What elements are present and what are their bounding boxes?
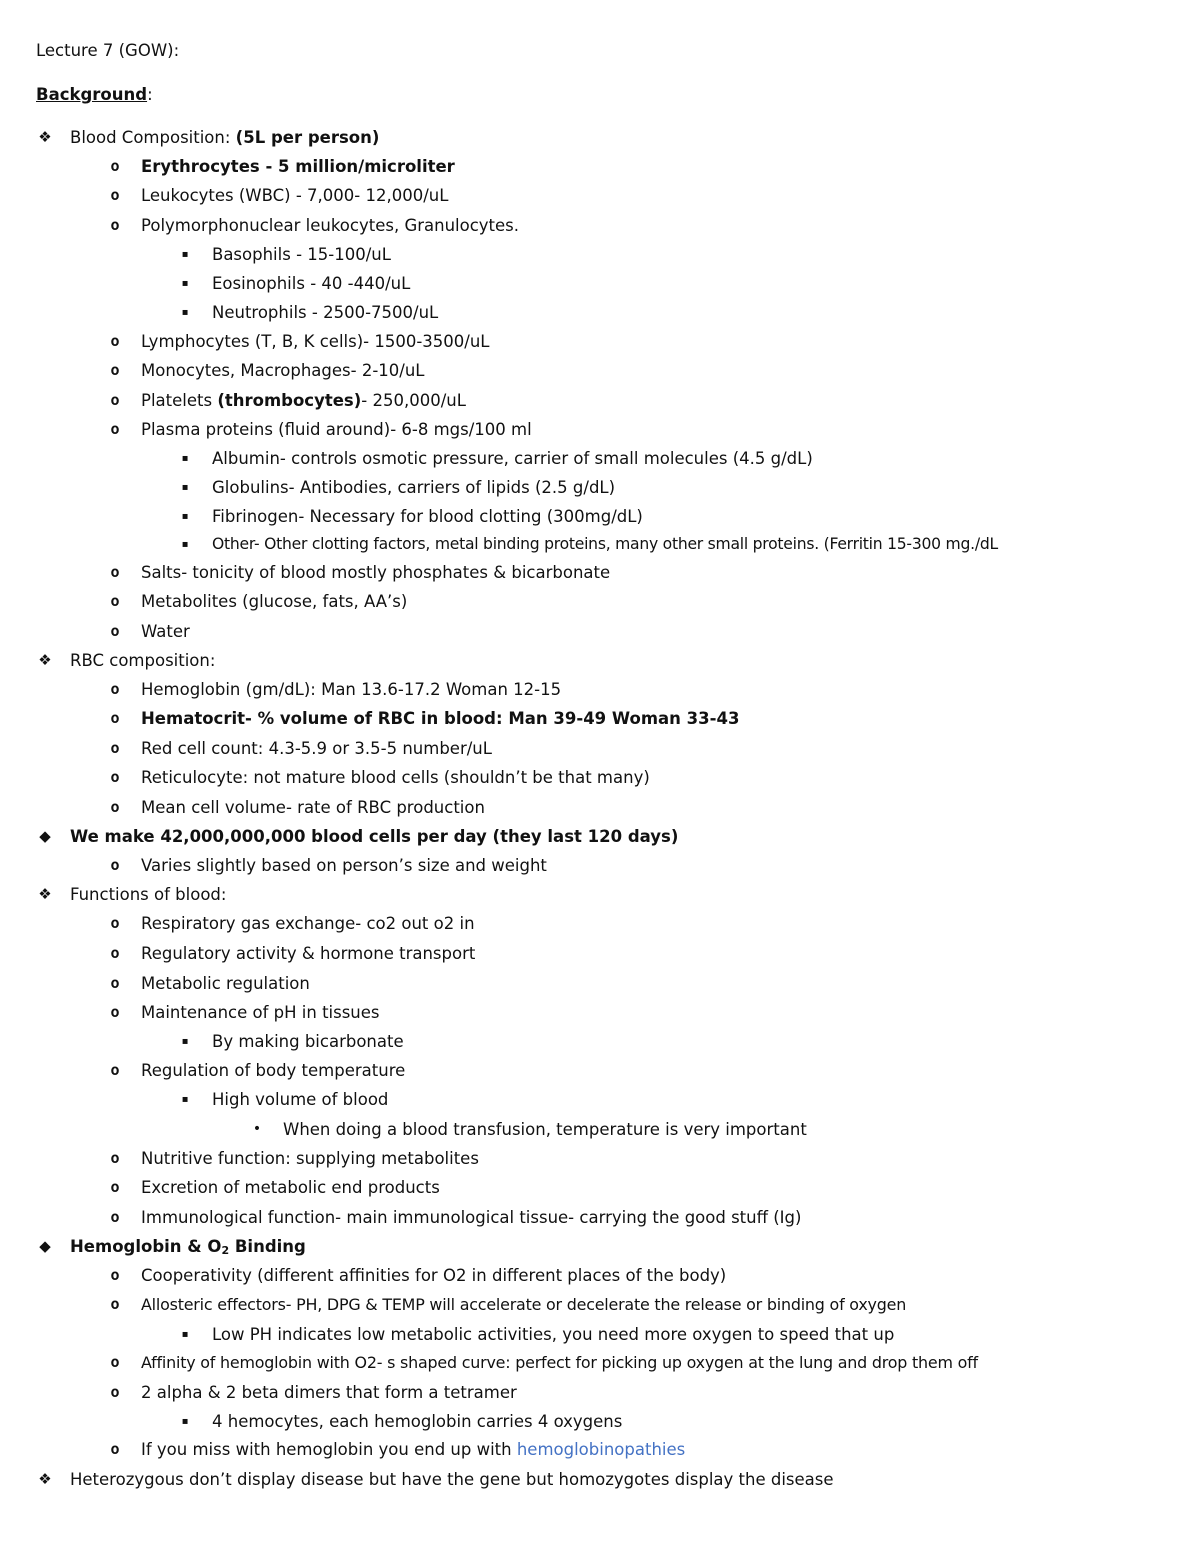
- list-item: o Nutritive function: supplying metabolites: [0, 1144, 1200, 1173]
- list-item: o Leukocytes (WBC) - 7,000- 12,000/uL: [0, 181, 1200, 210]
- hemoglobinopathies-link[interactable]: hemoglobinopathies: [516, 1440, 686, 1459]
- list-item: o Salts- tonicity of blood mostly phosphates & bicarbonate: [0, 558, 1200, 587]
- circle-bullet-icon: o: [110, 361, 120, 379]
- square-bullet-icon: ▪: [181, 1094, 189, 1105]
- circle-bullet-icon: o: [110, 709, 120, 727]
- list-item: o Metabolic regulation: [0, 969, 1200, 998]
- square-bullet-icon: ▪: [181, 307, 189, 318]
- circle-bullet-icon: o: [110, 157, 120, 175]
- dot-bullet-icon: •: [252, 1121, 262, 1137]
- list-item: ▪ Fibrinogen- Necessary for blood clotting (300mg/dL): [0, 502, 1200, 531]
- list-item: o Respiratory gas exchange- co2 out o2 in: [0, 909, 1200, 938]
- circle-bullet-icon: o: [110, 1266, 120, 1284]
- circle-bullet-icon: o: [110, 768, 120, 786]
- list-item: o Hemoglobin (gm/dL): Man 13.6-17.2 Woman 12-15: [0, 675, 1200, 704]
- lecture-title: Lecture 7 (GOW):: [36, 41, 180, 60]
- circle-bullet-icon: o: [110, 1295, 120, 1313]
- list-item: o Erythrocytes - 5 million/microliter: [0, 152, 1200, 181]
- circle-bullet-icon: o: [110, 1383, 120, 1401]
- list-item: ❖ Functions of blood:: [0, 880, 1200, 909]
- square-bullet-icon: ▪: [181, 278, 189, 289]
- list-item: ▪ Other- Other clotting factors, metal binding proteins, many other small proteins. (Ferritin 15-300 mg./dL: [0, 530, 1200, 559]
- list-item: o Regulation of body temperature: [0, 1056, 1200, 1085]
- square-bullet-icon: ▪: [181, 1329, 189, 1340]
- section-heading: Background:: [36, 85, 153, 104]
- circle-bullet-icon: o: [110, 798, 120, 816]
- square-bullet-icon: ▪: [181, 511, 189, 522]
- list-item: • When doing a blood transfusion, temperature is very important: [0, 1115, 1200, 1144]
- list-item: ▪ Neutrophils - 2500-7500/uL: [0, 298, 1200, 327]
- circle-bullet-icon: o: [110, 332, 120, 350]
- square-bullet-icon: ▪: [181, 249, 189, 260]
- list-item: ❖ Blood Composition: (5L per person): [0, 123, 1200, 152]
- list-item: o 2 alpha & 2 beta dimers that form a tetramer: [0, 1378, 1200, 1407]
- list-item: o Varies slightly based on person’s size and weight: [0, 851, 1200, 880]
- circle-bullet-icon: o: [110, 1353, 120, 1371]
- square-bullet-icon: ▪: [181, 1036, 189, 1047]
- list-item: ▪ Eosinophils - 40 -440/uL: [0, 269, 1200, 298]
- circle-bullet-icon: o: [110, 563, 120, 581]
- list-item: o Immunological function- main immunological tissue- carrying the good stuff (Ig): [0, 1203, 1200, 1232]
- list-item: ▪ Globulins- Antibodies, carriers of lipids (2.5 g/dL): [0, 473, 1200, 502]
- square-bullet-icon: ▪: [181, 453, 189, 464]
- list-item: o Platelets (thrombocytes)- 250,000/uL: [0, 386, 1200, 415]
- circle-bullet-icon: o: [110, 391, 120, 409]
- circle-bullet-icon: o: [110, 1149, 120, 1167]
- diamond-bullet-icon: ❖: [38, 128, 52, 146]
- list-item: o Cooperativity (different affinities for O2 in different places of the body): [0, 1261, 1200, 1290]
- list-item: ◆ Hemoglobin & $O_2$ Binding: [0, 1232, 1200, 1261]
- circle-bullet-icon: o: [110, 216, 120, 234]
- list-item: o Water: [0, 617, 1200, 646]
- list-item: ▪ 4 hemocytes, each hemoglobin carries 4 oxygens: [0, 1407, 1200, 1436]
- circle-bullet-icon: o: [110, 420, 120, 438]
- square-bullet-icon: ▪: [181, 539, 189, 550]
- list-item: ▪ Albumin- controls osmotic pressure, carrier of small molecules (4.5 g/dL): [0, 444, 1200, 473]
- list-item: o Maintenance of pH in tissues: [0, 998, 1200, 1027]
- list-item: o Allosteric effectors- PH, DPG & TEMP will accelerate or decelerate the release or binding of oxygen: [0, 1290, 1200, 1319]
- list-item: ❖ RBC composition:: [0, 646, 1200, 675]
- circle-bullet-icon: o: [110, 1061, 120, 1079]
- list-item: ❖ Heterozygous don’t display disease but have the gene but homozygotes display the disease: [0, 1465, 1200, 1494]
- circle-bullet-icon: o: [110, 186, 120, 204]
- list-item: o Metabolites (glucose, fats, AA’s): [0, 587, 1200, 616]
- circle-bullet-icon: o: [110, 914, 120, 932]
- filled-diamond-bullet-icon: ◆: [39, 1237, 51, 1255]
- list-item: o Excretion of metabolic end products: [0, 1173, 1200, 1202]
- circle-bullet-icon: o: [110, 1003, 120, 1021]
- circle-bullet-icon: o: [110, 974, 120, 992]
- list-item: o Plasma proteins (fluid around)- 6-8 mgs/100 ml: [0, 415, 1200, 444]
- circle-bullet-icon: o: [110, 944, 120, 962]
- square-bullet-icon: ▪: [181, 482, 189, 493]
- list-item: o Lymphocytes (T, B, K cells)- 1500-3500/uL: [0, 327, 1200, 356]
- circle-bullet-icon: o: [110, 739, 120, 757]
- circle-bullet-icon: o: [110, 1440, 120, 1458]
- list-item: ◆ We make 42,000,000,000 blood cells per day (they last 120 days): [0, 822, 1200, 851]
- circle-bullet-icon: o: [110, 856, 120, 874]
- circle-bullet-icon: o: [110, 622, 120, 640]
- list-item: ▪ Low PH indicates low metabolic activities, you need more oxygen to speed that up: [0, 1320, 1200, 1349]
- list-item: o Polymorphonuclear leukocytes, Granulocytes.: [0, 211, 1200, 240]
- section-heading-text: Background: [36, 85, 148, 104]
- list-item: o Mean cell volume- rate of RBC production: [0, 793, 1200, 822]
- circle-bullet-icon: o: [110, 1178, 120, 1196]
- list-item: o Hematocrit- % volume of RBC in blood: Man 39-49 Woman 33-43: [0, 704, 1200, 733]
- list-item: o Red cell count: 4.3-5.9 or 3.5-5 number/uL: [0, 734, 1200, 763]
- list-item: o If you miss with hemoglobin you end up with hemoglobinopathies: [0, 1435, 1200, 1464]
- filled-diamond-bullet-icon: ◆: [39, 827, 51, 845]
- diamond-bullet-icon: ❖: [38, 1470, 52, 1488]
- diamond-bullet-icon: ❖: [38, 651, 52, 669]
- list-item: o Regulatory activity & hormone transport: [0, 939, 1200, 968]
- list-item: o Affinity of hemoglobin with O2- s shaped curve: perfect for picking up oxygen at the lung and drop them off: [0, 1348, 1200, 1377]
- circle-bullet-icon: o: [110, 1208, 120, 1226]
- diamond-bullet-icon: ❖: [38, 885, 52, 903]
- circle-bullet-icon: o: [110, 592, 120, 610]
- list-item: o Reticulocyte: not mature blood cells (shouldn’t be that many): [0, 763, 1200, 792]
- square-bullet-icon: ▪: [181, 1416, 189, 1427]
- list-item: ▪ By making bicarbonate: [0, 1027, 1200, 1056]
- list-item: ▪ High volume of blood: [0, 1085, 1200, 1114]
- list-item: ▪ Basophils - 15-100/uL: [0, 240, 1200, 269]
- list-item: o Monocytes, Macrophages- 2-10/uL: [0, 356, 1200, 385]
- circle-bullet-icon: o: [110, 680, 120, 698]
